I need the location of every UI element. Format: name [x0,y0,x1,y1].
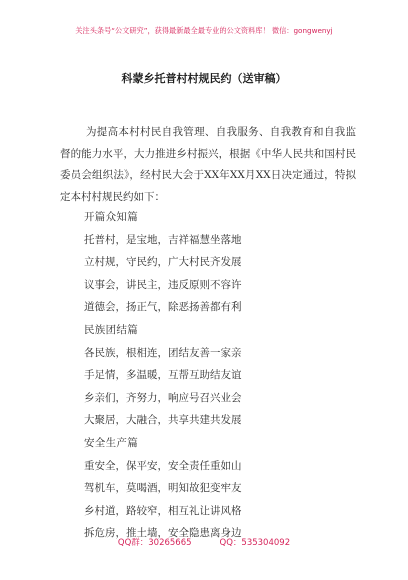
verse-line: 乡亲们，齐努力，响应号召兴业会 [84,391,242,404]
header-promo-note: 关注头条号“公文研究”，获得最新最全最专业的公文资料库！ 微信：gongwenyj [75,26,333,35]
verse-line: 乡村道，路较窄，相互礼让讲风格 [84,504,242,517]
intro-paragraph: 为提高本村村民自我管理、自我服务、自我教育和自我监督的能力水平，大力推进乡村振兴，根据《中华人民共和国村民委员会组织法》，经村民大会于XX年XX月XX日决定通过，特拟定本村村规民约如下： [60,126,356,203]
section-heading-opening: 开篇众知篇 [84,211,138,223]
verse-line: 重安全，保平安，安全责任重如山 [84,459,242,472]
footer-contact [0,536,408,548]
document-title: 科蒙乡托普村村规民约（送审稿） [121,72,287,85]
verse-line: 托普村，是宝地，吉祥福慧坐落地 [84,233,242,246]
footer-qq-number: QQ：535304092 [219,538,291,548]
verse-line: 驾机车，莫喝酒，明知故犯变牢友 [84,482,242,495]
section-heading-ethnic-unity: 民族团结篇 [84,323,138,336]
rules-body [84,206,344,545]
section-heading-safety: 安全生产篇 [84,436,138,449]
verse-line: 手足情，多温暖，互帮互助结友谊 [84,369,242,382]
verse-line: 道德会，扬正气，除恶扬善都有利 [84,301,242,314]
footer-qq-group: QQ群：30265665 [117,538,192,548]
verse-line: 议事会，讲民主，违反原则不容许 [84,278,242,291]
verse-line: 拆危房，推土墙，安全隐患离身边 [84,527,242,540]
verse-line: 大聚居，大融合，共享共建共发展 [84,414,242,427]
verse-line: 立村规，守民约，广大村民齐发展 [84,256,242,269]
intro-paragraph-block [60,122,356,208]
verse-line: 各民族，根相连，团结友善一家亲 [84,346,242,359]
